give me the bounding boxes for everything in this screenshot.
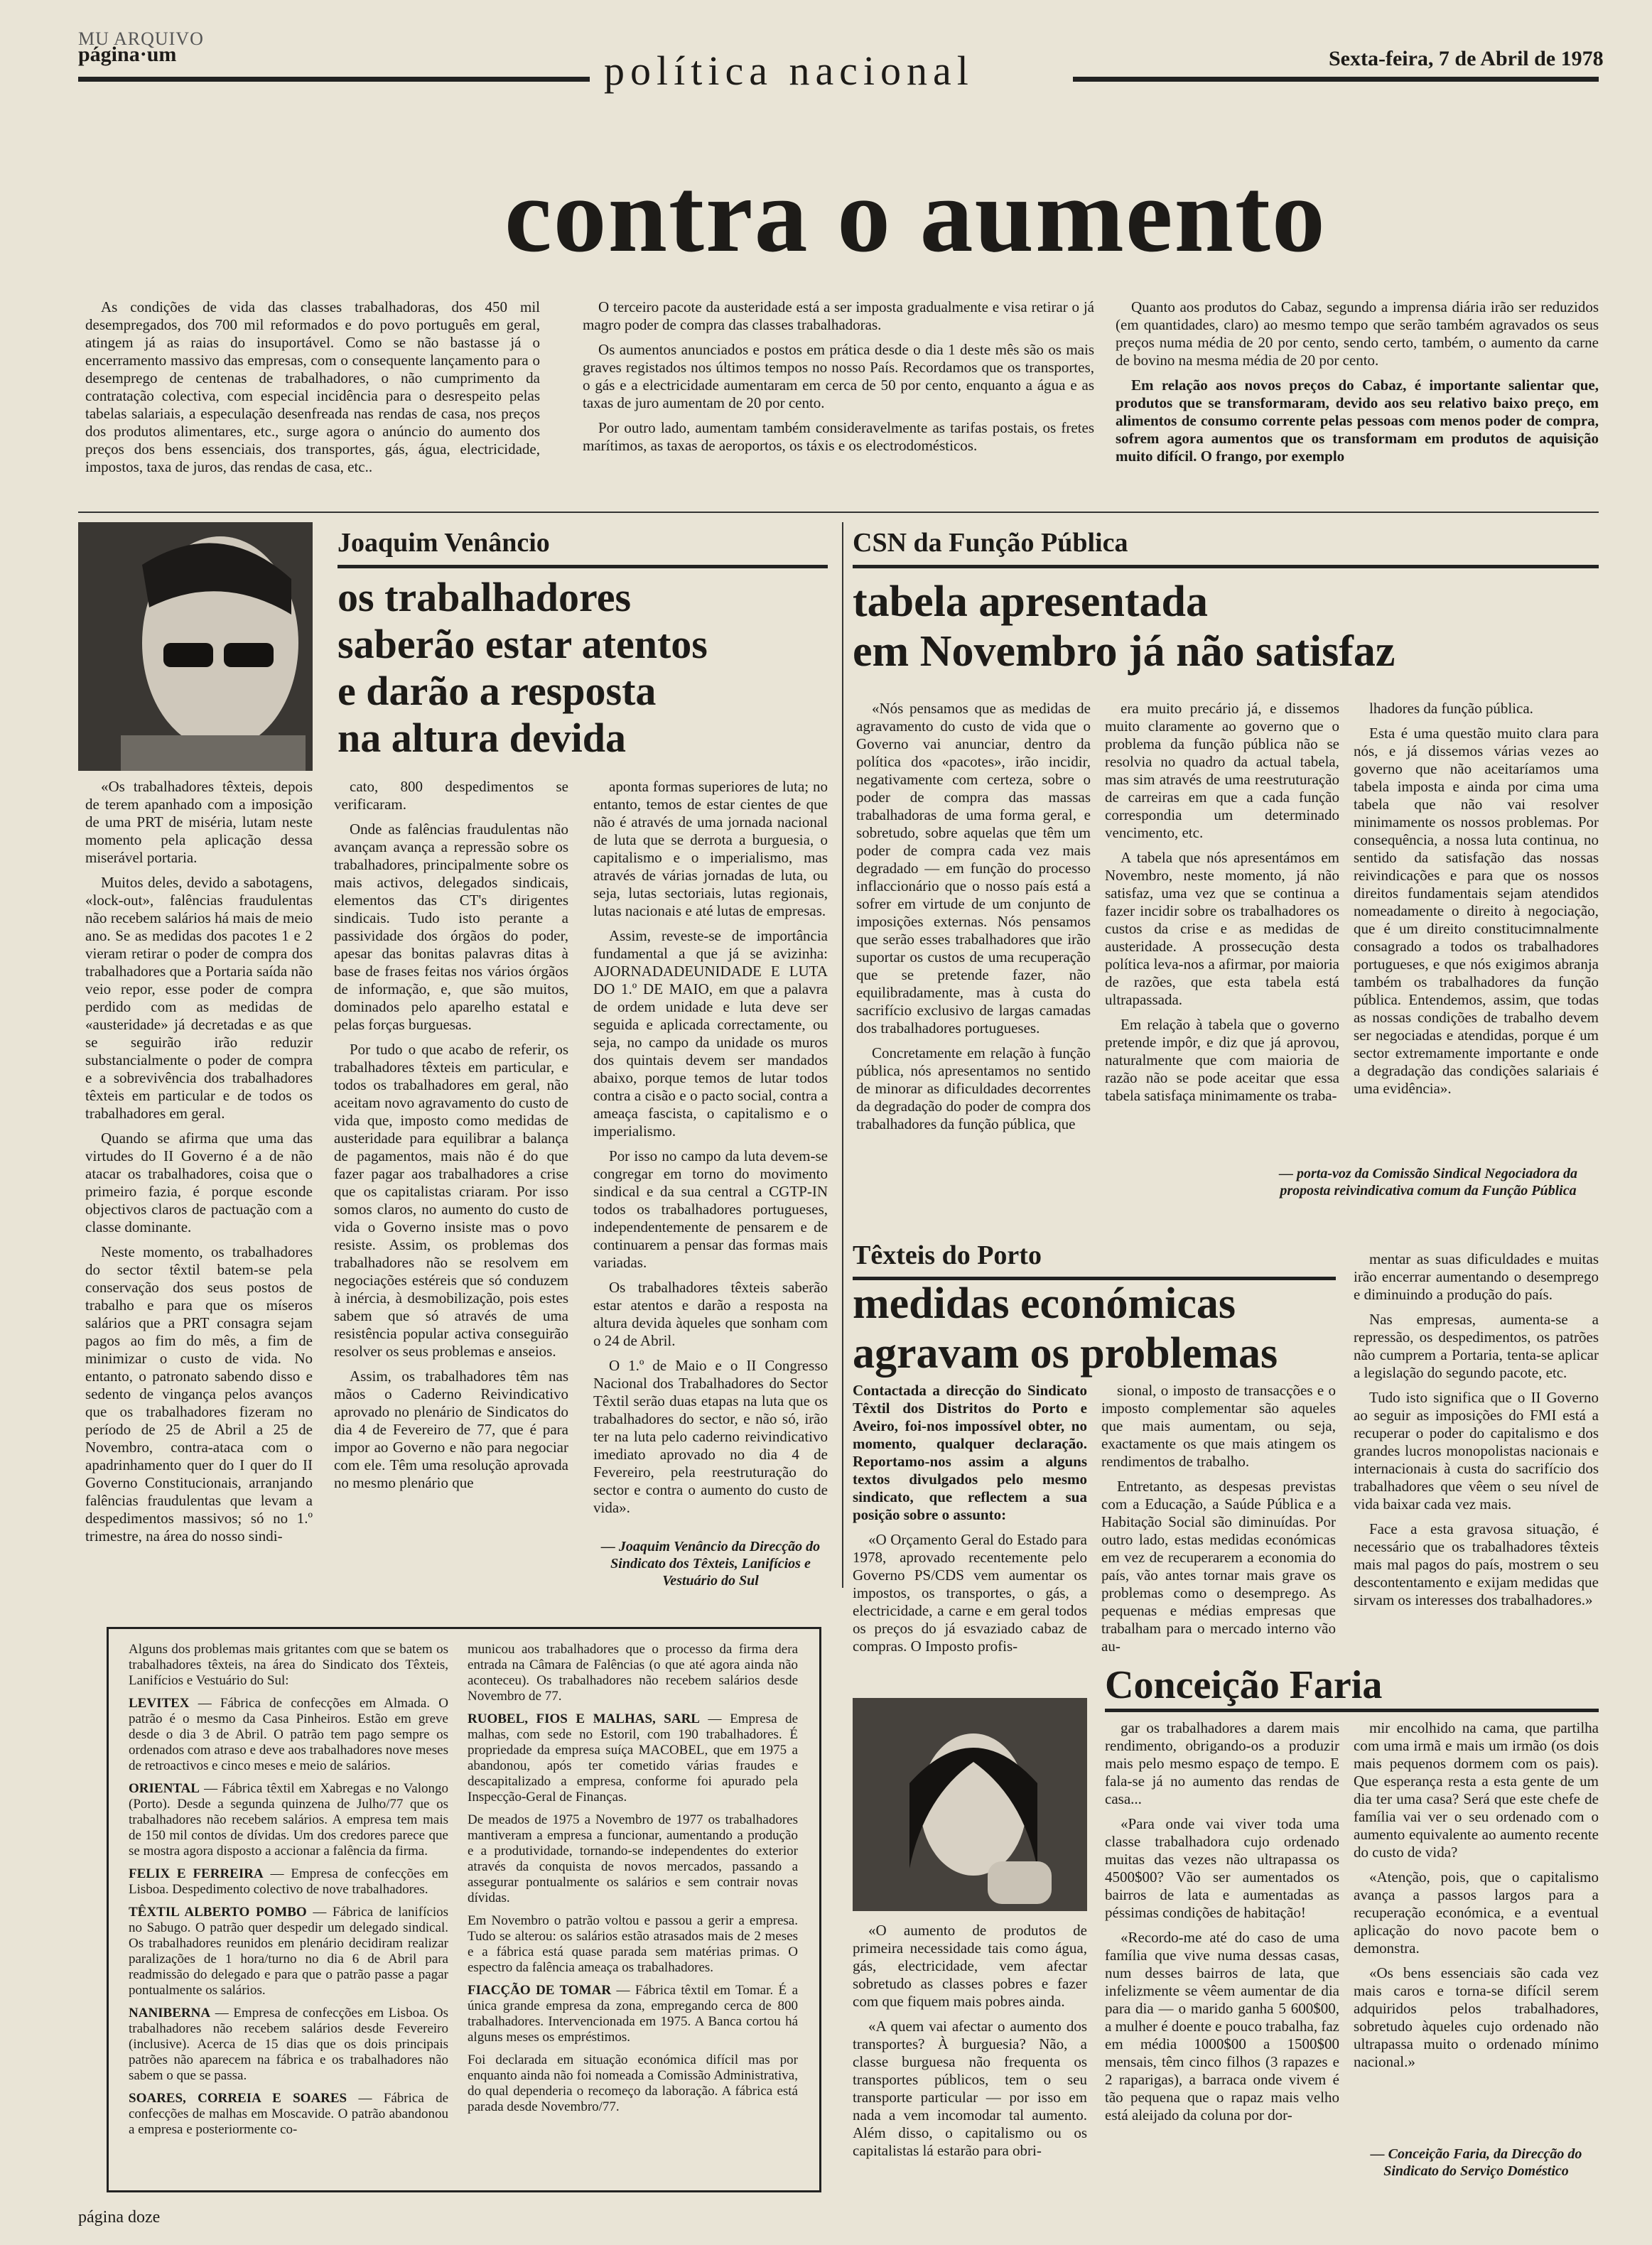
- article3-title: [853, 1279, 1350, 1378]
- article-paragraph: era muito precário já, e dissemos muito claramente ao governo que o problema da função pública não se resolvia no quadro da actual tabela, mas sim através de uma reestruturação de carreiras em que a cada função correspondia um determinado vencimento, etc.: [1105, 700, 1339, 841]
- page-label: página·um: [78, 43, 177, 66]
- article-paragraph: Os trabalhadores têxteis saberão estar atentos e darão a resposta na altura devida àqueles que sonham com o 24 de Abril.: [593, 1279, 828, 1349]
- intro-paragraph: Por outro lado, aumentam também consideravelmente as tarifas postais, os fretes marítimos, as taxas de aeroportos, os táxis e os electrodomésticos.: [583, 419, 1094, 454]
- article4-column-1: [853, 1922, 1087, 2167]
- section-title: política nacional: [604, 48, 974, 94]
- intro-paragraph: Quanto aos produtos do Cabaz, segundo a imprensa diária irão ser reduzidos (em quantidades, claro) ao mesmo tempo que serão também agravados os seus preços numa média de 20 por cento, sendo certo, também, o aumento da carne de bovino na mesma média de 20 por cento.: [1116, 298, 1599, 369]
- article-paragraph: Assim, os trabalhadores têm nas mãos o Caderno Reivindicativo aprovado no plenário de Sindicatos do dia 4 de Fevereiro de 77, que é para impor ao Governo e não para negociar com ele. Têm uma resolução aprovada no mesmo plenário que: [334, 1368, 568, 1491]
- article-paragraph: Quando se afirma que uma das virtudes do II Governo é a de não atacar os trabalhadores, coisa que o primeiro fazia, é porque esconde objectivos claros de pactuação com a classe dominante.: [85, 1130, 313, 1235]
- article-paragraph: Entretanto, as despesas previstas com a Educação, a Saúde Pública e a Habitação Social são diminuídas. Por outro lado, estas medidas económicas em vez de recuperarem a economia do país, vão antes tornar mais grave os problemas como o desemprego. As pequenas e médias empresas que trabalham para o mercado interno vão au-: [1101, 1478, 1336, 1655]
- box-column-2: [468, 1642, 798, 2122]
- section-divider: [78, 512, 1599, 513]
- article-paragraph: «Recordo-me até do caso de uma família que vive numa dessas casas, num desses bairros de lata, que infelizmente se vêem aumentar de dia para dia — o marido ganha 5 600$00, a mulher é doente e pouco trabalha, faz em média 1000$00 a 1500$00 mensais, têm cinco filhos (3 rapazes e 2 raparigas), a barraca onde vivem é tão pequena que o rapaz mais velho está aleijado da coluna por dor-: [1105, 1929, 1340, 2124]
- intro-paragraph: Em relação aos novos preços do Cabaz, é importante salientar que, produtos que se transformaram, devido aos seu relativo baixo preço, em alimentos de consumo corrente pelas pessoas com menos poder de compra, sofrem agora aumentos que os transformam em produtos de aquisição muito difícil. O frango, por exemplo: [1116, 377, 1599, 465]
- article3-kicker: Têxteis do Porto: [853, 1240, 1042, 1270]
- workers-problems-box: [107, 1627, 821, 2192]
- box-column-1: [129, 1642, 448, 2145]
- article2-title: [853, 577, 1599, 676]
- article-paragraph: Face a esta gravosa situação, é necessário que os trabalhadores têxteis mais mal pagos do país, mostrem o seu descontentamento e exijam medidas que sirvam os interesses dos trabalhadores.»: [1354, 1520, 1599, 1608]
- title-line: na altura devida: [338, 715, 627, 761]
- column-divider: [842, 522, 843, 1588]
- article-paragraph: sional, o imposto de transacções e o imposto complementar são aqueles que mais aumentam, ou seja, exactamente os que mais atingem os rendimentos de trabalho.: [1101, 1382, 1336, 1470]
- intro-paragraph: Os aumentos anunciados e postos em prática desde o dia 1 deste mês são os mais graves registados nos últimos tempos no nosso País. Recordamos que os transportes, o gás e a electricidade aumentaram em cerca de 50 por cento, enquanto a água e as taxas de juro aumentam de 20 por cento.: [583, 341, 1094, 411]
- box-text: Foi declarada em situação económica difícil mas por enquanto ainda não foi nomeada a Comissão Administrativa, do qual dependeria o recomeço da laboração. A fábrica está parada desde Novembro/77.: [468, 2052, 798, 2114]
- box-paragraph: [468, 1812, 798, 1906]
- company-name: RUOBEL, FIOS E MALHAS, SARL: [468, 1711, 700, 1726]
- box-paragraph: [129, 1642, 448, 1689]
- title-line: saberão estar atentos: [338, 621, 708, 667]
- title-line: agravam os problemas: [853, 1329, 1278, 1378]
- article-paragraph: «O aumento de produtos de primeira necessidade tais como água, gás, electricidade, vem afectar sobretudo as classes pobres e fazer com que fiquem mais pobres ainda.: [853, 1922, 1087, 2010]
- article-paragraph: «Para onde vai viver toda uma classe trabalhadora cujo ordenado muitas das vezes não ultrapassa os 4500$00? Vão ser aumentados os bairros de lata e aumentadas as péssimas condições de habitação!: [1105, 1815, 1339, 1921]
- archive-stamp: MU ARQUIVO: [78, 28, 204, 49]
- title-line: medidas económicas: [853, 1280, 1236, 1328]
- company-name: SOARES, CORREIA E SOARES: [129, 2091, 347, 2106]
- box-paragraph: [468, 1642, 798, 1704]
- portrait-photo-joaquim: [78, 522, 313, 771]
- article2-column-2: [1105, 700, 1339, 1112]
- footer-page-label: página doze: [78, 2208, 161, 2227]
- box-paragraph: [468, 1913, 798, 1976]
- box-text: — Empresa de malhas, com sede no Estoril, com 190 trabalhadores. É propriedade da empresa suíça MACOBEL, que em 1975 a abandonou, após ter cometido várias fraudes e descapitalizado a empresa, conforme foi apurado pela Inspecção-Geral de Finanças.: [468, 1711, 799, 1805]
- article1-kicker: Joaquim Venâncio: [338, 528, 550, 558]
- article-paragraph: Nas empresas, aumenta-se a repressão, os despedimentos, os patrões não cumprem a Portaria, tenta-se aplicar a legislação do segundo pacote, etc.: [1354, 1311, 1599, 1381]
- box-paragraph: [468, 2052, 798, 2115]
- box-text: De meados de 1975 a Novembro de 1977 os trabalhadores mantiveram a empresa a funcionar, aumentando a produção e a produtividade, tornando-se independentes do exterior através da conquista de novos mercados, passando a assegurar pontualmente os salários e sem contrair novas dívidas.: [468, 1812, 798, 1905]
- main-headline: contra o aumento: [504, 156, 1327, 274]
- article-paragraph: O 1.º de Maio e o II Congresso Nacional dos Trabalhadores do Sector Têxtil serão duas etapas na luta que os trabalhadores do sector, e não só, irão ter na luta pelo caderno reivindicativo imediato aprovado no dia 4 de Fevereiro, pela reestruturação do sector e contra o aumento do custo de vida».: [593, 1357, 828, 1516]
- header-rule-right: [1073, 77, 1599, 82]
- article-paragraph: Neste momento, os trabalhadores do sector têxtil batem-se pela conservação dos seus postos de trabalho e para que os míseros salários que a PRT consagra sejam pagos ao fim do mês, a fim de minimizar o custo de vida. No entanto, o patronato sabendo disso e sedento de vingança pelos avanços que os trabalhadores fizeram no período de 25 de Abril a 25 de Novembro, contra-ataca com o apadrinhamento quer do I quer do II Governo Constitucionais, arranjando falências fraudulentas que levam a despedimentos massivos; só no 1.º trimestre, na área do nosso sindi-: [85, 1243, 313, 1545]
- title-line: e darão a resposta: [338, 668, 657, 714]
- company-name: TÊXTIL ALBERTO POMBO: [129, 1905, 307, 1920]
- article-paragraph: Onde as falências fraudulentas não avançam avança a repressão sobre os trabalhadores, principalmente sobre os mais activos, delegados sindicais, elementos das CT's dirigentes sindicais. Tudo isto perante a passividade dos órgãos do poder, apesar das bonitas palavras ditas à base de frases feitas nos vários órgãos de informação, e, que são muitos, dominados pelo aparelho estatal e pelas forças burguesas.: [334, 821, 568, 1033]
- box-paragraph: [468, 1711, 798, 1805]
- article3-column-2: [1101, 1382, 1336, 1662]
- article-paragraph: Tudo isto significa que o II Governo ao seguir as imposições do FMI está a recuperar o poder do capitalismo e dos grandes lucros monopolistas nacionais e internacionais à custa do sacrifício dos trabalhadores que vêem o seu nível de vida baixar cada vez mais.: [1354, 1389, 1599, 1513]
- article3-column-1: [853, 1382, 1087, 1662]
- title-line: os trabalhadores: [338, 574, 632, 620]
- box-paragraph: [129, 2006, 448, 2084]
- portrait-image: [78, 522, 313, 771]
- article-paragraph: Esta é uma questão muito clara para nós, e já dissemos várias vezes ao governo que não aceitaríamos uma tabela imposta e ainda por cima uma tabela que não vai resolver minimamente os nossos problemas. Por consequência, a nossa luta continua, no sentido da satisfação das nossas reivindicações e para que os nossos direitos fundamentais sejam atendidos nomeadamente o direito à negociação, que é um direito constitucimnalmente consagrado a todos os trabalhadores portugueses, e que nós exigimos abranja também os trabalhadores da função pública. Entendemos, assim, que todas as nossas condições de trabalho devem ser negociadas e atendidas, porque é um sector extremamente importante e onde a degradação das condições salariais é uma evidência».: [1354, 725, 1599, 1097]
- article-paragraph: Assim, reveste-se de importância fundamental a que já se avizinha: AJORNADADEUNIDADE E LUTA DO 1.º DE MAIO, em que a palavra de ordem unidade e luta deve ser seguida e aplicada correctamente, ou seja, no campo da unidade os muros dos quintais devem ser mandados abaixo, porque temos de lutar todos contra a cisão e o pacto social, contra a ameaça fascista, o capitalismo e o imperialismo.: [593, 927, 828, 1140]
- article2-column-1: [856, 700, 1091, 1140]
- box-text: Alguns dos problemas mais gritantes com que se batem os trabalhadores têxteis, na área do Sindicato dos Têxteis, Lanifícios e Vestuário do Sul:: [129, 1642, 448, 1688]
- article1-column-3: [593, 778, 828, 1524]
- article-paragraph: Em relação à tabela que o governo pretende impôr, e diz que já aprovou, naturalmente que com maioria de razão não se pode aceitar que essa tabela satisfaça minimamente os traba-: [1105, 1016, 1339, 1104]
- company-name: FELIX E FERREIRA: [129, 1866, 264, 1881]
- article-paragraph: «Os trabalhadores têxteis, depois de terem apanhado com a imposição de uma PRT de miséria, lutam neste momento pela aplicação dessa miserável portaria.: [85, 778, 313, 866]
- intro-column-2: [583, 298, 1094, 462]
- intro-paragraph: As condições de vida das classes trabalhadoras, dos 450 mil desempregados, dos 700 mil reformados e do povo português em geral, atingem já as raias do insuportável. Como se não bastasse já o encerramento massivo das empresas, com o consequente lançamento para o desemprego de centenas de trabalhadores, o não cumprimento da contratação colectiva, com especial incidência para o desrespeito pelas tabelas salariais, a especulação desenfreada nas rendas de casa, nos preços dos produtos alimentares, etc., surge agora o anúncio do aumento dos preços dos bens essenciais, dos transportes, gás, água, electricidade, impostos, taxa de juros, das rendas de casa, etc..: [85, 298, 540, 475]
- article1-column-1: [85, 778, 313, 1552]
- article-paragraph: gar os trabalhadores a darem mais rendimento, obrigando-os a produzir mais pelo mesmo espaço de tempo. E fala-se já no aumento das rendas de casa...: [1105, 1719, 1339, 1807]
- article-paragraph: «A quem vai afectar o aumento dos transportes? À burguesia? Não, a classe burguesa não frequenta os transportes públicos, tem o seu transporte particular — por isso em nada a vem incomodar tal aumento. Além disso, o capitalismo ou os capitalistas lá estarão para obri-: [853, 2018, 1087, 2159]
- article-paragraph: «O Orçamento Geral do Estado para 1978, aprovado recentemente pelo Governo PS/CDS vem aumentar os impostos, os transportes, o gás, a electricidade, a carne e em geral todos os preços do já esvaziado cabaz de compras. O Imposto profis-: [853, 1531, 1087, 1655]
- article4-column-2: [1105, 1719, 1339, 2131]
- article-paragraph: Concretamente em relação à função pública, nós apresentamos no sentido de minorar as dificuldades decorrentes da degradação do poder de compra dos trabalhadores da função pública, que: [856, 1044, 1091, 1132]
- box-text: — Fábrica têxtil em Tomar. É a única grande empresa da zona, empregando cerca de 800 trabalhadores. Intervencionada em 1975. A Banca cortou há alguns meses os empréstimos.: [468, 1983, 799, 2045]
- box-paragraph: [129, 1781, 448, 1859]
- header-rule-left: [78, 77, 590, 82]
- article-paragraph: cato, 800 despedimentos se verificaram.: [334, 778, 568, 813]
- article1-title: [338, 574, 835, 762]
- company-name: LEVITEX: [129, 1696, 190, 1711]
- article-paragraph: «Atenção, pois, que o capitalismo avança a passos largos para a recuperação económica, e a eventual aplicação do novo pacote bem o demonstra.: [1354, 1868, 1599, 1957]
- company-name: FIACÇÃO DE TOMAR: [468, 1983, 612, 1998]
- article1-kicker-rule: [338, 565, 828, 568]
- box-paragraph: [129, 1866, 448, 1898]
- box-text: — Fábrica de confecções em Almada. O patrão é o mesmo da Casa Pinheiros. Estão em greve desde o dia 3 de Abril. O patrão tem pago sempre os ordenados com atraso e deve aos trabalhadores nove meses de retroactivos e cinco meses e meio de salários.: [129, 1696, 448, 1773]
- article2-column-3: [1354, 700, 1599, 1105]
- box-text: — Empresa de confecções em Lisboa. Os trabalhadores não recebem salários desde Fevereiro (inclusive). Acerca de 15 dias que os dois principais patrões não aparecem na fábrica e os trabalhadores não sabem o que se passa.: [129, 2006, 448, 2083]
- article1-signature: — Joaquim Venâncio da Direcção do Sindicato dos Têxteis, Lanifícios e Vestuário do Sul: [600, 1539, 821, 1589]
- article-paragraph: «Nós pensamos que as medidas de agravamento do custo de vida que o Governo vai anunciar, dentro da política dos «pacotes», irão incidir, negativamente com certeza, sobre o poder de compra das massas trabalhadoras de uma forma geral, e sobretudo, sobre aquelas que têm um poder de compra cada vez mais degradado — em função do processo inflaccionário que o nosso país está a sofrer em virtude de um conjunto de imposições externas. Nós pensamos que serão esses trabalhadores que irão suportar os custos de uma recuperação que se pretende fazer, não equilibradamente, mas à custa do sacrifício exclusivo de largas camadas dos trabalhadores portugueses.: [856, 700, 1091, 1037]
- intro-column-1: [85, 298, 540, 483]
- box-text: — Fábrica de lanifícios no Sabugo. O patrão quer despedir um delegado sindical. Os trabalhadores reunidos em plenário decidiram realizar paralizações de 1 hora/turno no dia 6 de Abril para readmissão do delegado e para que o patrão passe a pagar pontualmente os salários.: [129, 1905, 448, 1998]
- article-paragraph: mir encolhido na cama, que partilha com uma irmã e mais um irmão (os dois mais pequenos dormem com os pais). Que esperança resta a esta gente de um dia ter uma casa? Será que este chefe de família vai ver o seu ordenado com o aumento equivalente ao aumento recente do custo de vida?: [1354, 1719, 1599, 1861]
- portrait-image: [853, 1698, 1087, 1911]
- article-paragraph: «Os bens essenciais são cada vez mais caros e torna-se difícil serem adquiridos pelos trabalhadores, sobretudo àqueles cujo ordenado não ultrapassa muito o ordenado mínimo nacional.»: [1354, 1964, 1599, 2070]
- article4-column-3: [1354, 1719, 1599, 2078]
- article-paragraph: Por tudo o que acabo de referir, os trabalhadores têxteis em particular, e todos os trabalhadores em geral, não aceitam novo agravamento do custo de vida que, imposto como medidas de austeridade para equilibrar a balança de pagamentos, mais não é do que fazer pagar aos trabalhadores a crise que os capitalistas criaram. Por isso somos claros, no aumento do custo de vida o Governo insiste mas o povo resiste. Assim, os problemas dos trabalhadores não se resolvem em negociações estéreis que só conduzem à inércia, à desmobilização, pois estes sabem que só através de uma resistência popular activa conseguirão resolver os seus problemas e anseios.: [334, 1041, 568, 1360]
- article-paragraph: Por isso no campo da luta devem-se congregar em torno do movimento sindical e da sua central a CGTP-IN todos os trabalhadores portugueses, independentemente de pensarem e de continuarem a pensar das formas mais variadas.: [593, 1147, 828, 1271]
- intro-paragraph: O terceiro pacote da austeridade está a ser imposta gradualmente e visa retirar o já magro poder de compra das classes trabalhadoras.: [583, 298, 1094, 333]
- article3-column-3: [1354, 1250, 1599, 1616]
- article-paragraph: lhadores da função pública.: [1369, 700, 1533, 717]
- article2-kicker-rule: [853, 565, 1599, 568]
- box-paragraph: [468, 1983, 798, 2045]
- box-text: — Fábrica de confecções de malhas em Moscavide. O patrão abandonou a empresa e posteriormente co-: [129, 2091, 448, 2137]
- intro-column-3: [1116, 298, 1599, 472]
- article-paragraph: aponta formas superiores de luta; no entanto, temos de estar cientes de que não é através de uma jornada nacional de luta que se derrota a burguesia, o capitalismo e o imperialismo, mas através de várias jornadas de luta, ou seja, lutas sectoriais, lutas regionais, lutas nacionais e até lutas de empresas.: [593, 778, 828, 919]
- company-name: NANIBERNA: [129, 2006, 211, 2020]
- issue-date: Sexta-feira, 7 de Abril de 1978: [1329, 47, 1604, 70]
- box-paragraph: [129, 1696, 448, 1774]
- article1-column-2: [334, 778, 568, 1499]
- article2-kicker: CSN da Função Pública: [853, 528, 1128, 558]
- article4-title: Conceição Faria: [1105, 1663, 1383, 1707]
- article-paragraph: A tabela que nós apresentámos em Novembro, neste momento, já não satisfaz, uma vez que se continua a fazer incidir sobre os trabalhadores os custos da crise e as medidas de austeridade. A prossecução desta política leva-nos a afirmar, por maioria de razões, que esta tabela está ultrapassada.: [1105, 849, 1339, 1008]
- box-text: — Fábrica têxtil em Xabregas e no Valongo (Porto). Desde a segunda quinzena de Julho/77 que os trabalhadores não recebem salários. A empresa tem mais de 150 mil contos de dívidas. Um dos credores parece que se mostra agora disposto a accionar a falência da firma.: [129, 1781, 448, 1859]
- box-paragraph: [129, 2091, 448, 2138]
- title-line: tabela apresentada: [853, 578, 1209, 626]
- company-name: ORIENTAL: [129, 1781, 200, 1796]
- article4-signature: — Conceição Faria, da Direcção do Sindicato do Serviço Doméstico: [1370, 2146, 1582, 2179]
- box-text: — Empresa de confecções em Lisboa. Despedimento colectivo de nove trabalhadores.: [129, 1866, 448, 1897]
- box-paragraph: [129, 1905, 448, 1998]
- portrait-photo-conceicao: [853, 1698, 1087, 1911]
- box-text: municou aos trabalhadores que o processo da firma dera entrada na Câmara de Falências (o que até agora ainda não aconteceu). Os trabalhadores não recebem salários desde Novembro de 77.: [468, 1642, 798, 1704]
- article2-signature: — porta-voz da Comissão Sindical Negociadora da proposta reivindicativa comum da Função Pública: [1278, 1166, 1577, 1199]
- title-line: em Novembro já não satisfaz: [853, 627, 1395, 676]
- article-paragraph: mentar as suas dificuldades e muitas irão encerrar aumentando o desemprego e diminuindo a produção do país.: [1354, 1250, 1599, 1303]
- article-paragraph: Muitos deles, devido a sabotagens, «lock-out», falências fraudulentas não recebem salários há mais de meio ano. Se as medidas dos pacotes 1 e 2 vieram retirar o poder de compra dos trabalhadores que a Portaria saída não veio repor, esse poder de compra perdido com as medidas de «austeridade» já decretadas e as que se seguirão irão reduzir substancialmente o poder de compra e a sobrevivência dos trabalhadores têxteis em particular e de todos os trabalhadores em geral.: [85, 874, 313, 1122]
- article3-lead: Contactada a direcção do Sindicato Têxtil dos Distritos do Porto e Aveiro, foi-nos impossível obter, no momento, qualquer declaração. Reportamo-nos assim a alguns textos divulgados pelo mesmo sindicato, que reflectem a sua posição sobre o assunto:: [853, 1382, 1087, 1523]
- box-text: Em Novembro o patrão voltou e passou a gerir a empresa. Tudo se alterou: os salários estão atrasados mais de 2 meses e a fábrica está quase parada sem matérias primas. O espectro da falência ameaça os trabalhadores.: [468, 1913, 798, 1975]
- article4-title-rule: [1105, 1709, 1599, 1712]
